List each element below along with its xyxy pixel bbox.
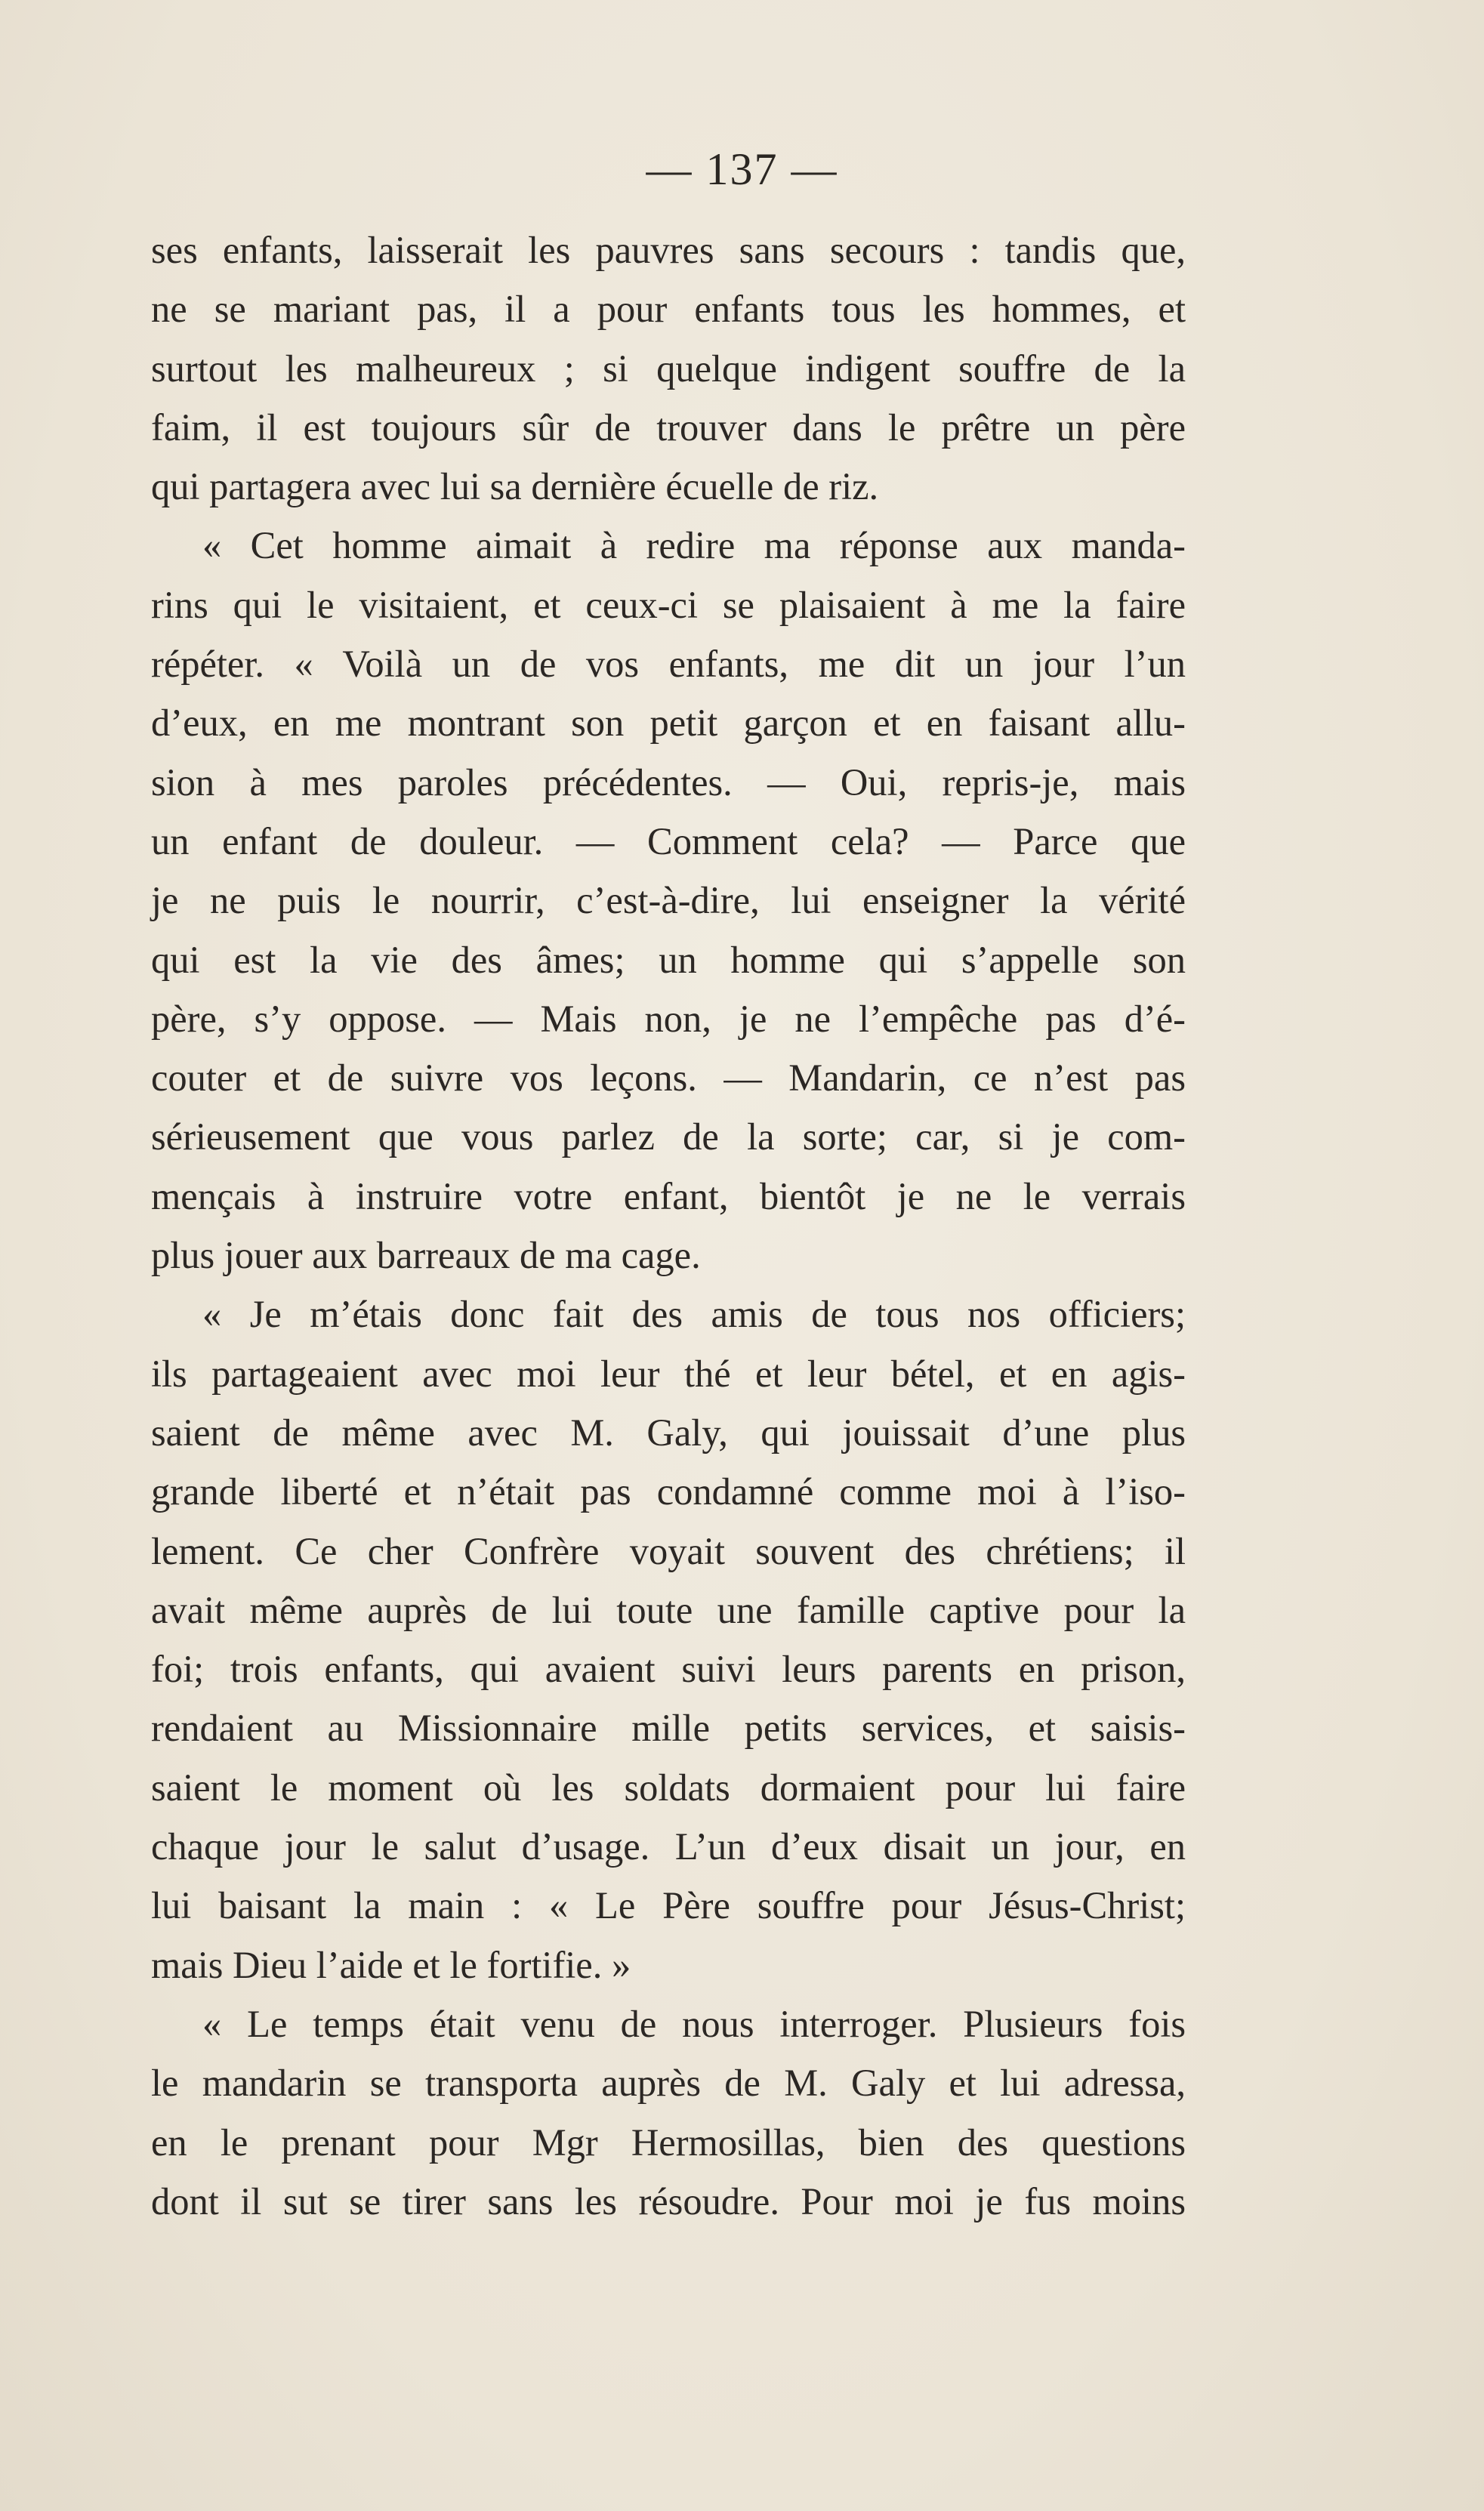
text-line: répéter. « Voilà un de vos enfants, me dit un jour l’un — [151, 643, 1186, 686]
text-line: un enfant de douleur. — Comment cela? — Parce que — [151, 819, 1186, 862]
text-line: chaque jour le salut d’usage. L’un d’eux disait un jour, en — [151, 1825, 1186, 1868]
text-line: plus jouer aux barreaux de ma cage. — [151, 1234, 701, 1277]
text-line: lement. Ce cher Confrère voyait souvent des chrétiens; il — [151, 1529, 1186, 1572]
text-line: ne se mariant pas, il a pour enfants tous les hommes, et — [151, 288, 1186, 331]
text-line: faim, il est toujours sûr de trouver dans le prêtre un père — [151, 406, 1186, 449]
text-line: dont il sut se tirer sans les résoudre. Pour moi je fus moins — [151, 2179, 1186, 2223]
text-line: « Je m’étais donc fait des amis de tous nos officiers; — [202, 1293, 1186, 1336]
text-line: en le prenant pour Mgr Hermosillas, bien des questions — [151, 2121, 1186, 2164]
text-line: saient le moment où les soldats dormaient pour lui faire — [151, 1766, 1186, 1809]
text-line: rendaient au Missionnaire mille petits services, et saisis- — [151, 1707, 1186, 1750]
text-line: ses enfants, laisserait les pauvres sans secours : tandis que, — [151, 229, 1186, 271]
text-line: foi; trois enfants, qui avaient suivi leurs parents en prison, — [151, 1648, 1186, 1691]
text-line: le mandarin se transporta auprès de M. Galy et lui adressa, — [151, 2062, 1186, 2105]
text-line: sion à mes paroles précédentes. — Oui, repris-je, mais — [151, 760, 1186, 804]
text-line: d’eux, en me montrant son petit garçon et en faisant allu- — [151, 702, 1186, 745]
text-line: sérieusement que vous parlez de la sorte; car, si je com- — [151, 1115, 1186, 1158]
text-line: couter et de suivre vos leçons. — Mandarin, ce n’est pas — [151, 1057, 1186, 1100]
text-line: mençais à instruire votre enfant, bientôt je ne le verrais — [151, 1174, 1186, 1217]
text-line: mais Dieu l’aide et le fortifie. » — [151, 1943, 631, 1986]
text-line: « Cet homme aimait à redire ma réponse aux manda- — [202, 524, 1186, 567]
text-line: je ne puis le nourrir, c’est-à-dire, lui enseigner la vérité — [151, 879, 1186, 922]
text-line: père, s’y oppose. — Mais non, je ne l’empêche pas d’é- — [151, 997, 1186, 1040]
text-line: saient de même avec M. Galy, qui jouissait d’une plus — [151, 1411, 1186, 1454]
text-line: rins qui le visitaient, et ceux-ci se plaisaient à me la faire — [151, 583, 1186, 626]
text-line: « Le temps était venu de nous interroger. Plusieurs fois — [202, 2002, 1186, 2045]
text-line: ils partageaient avec moi leur thé et leur bétel, et en agis- — [151, 1352, 1186, 1395]
body-text — [151, 221, 1186, 2231]
text-line: lui baisant la main : « Le Père souffre pour Jésus-Christ; — [151, 1884, 1186, 1927]
text-line: avait même auprès de lui toute une famille captive pour la — [151, 1588, 1186, 1631]
text-line: qui partagera avec lui sa dernière écuelle de riz. — [151, 465, 879, 508]
text-line: grande liberté et n’était pas condamné comme moi à l’iso- — [151, 1470, 1186, 1513]
page-number: — 137 — — [646, 144, 838, 194]
text-line: qui est la vie des âmes; un homme qui s’appelle son — [151, 938, 1186, 981]
text-line: surtout les malheureux ; si quelque indigent souffre de la — [151, 347, 1186, 390]
